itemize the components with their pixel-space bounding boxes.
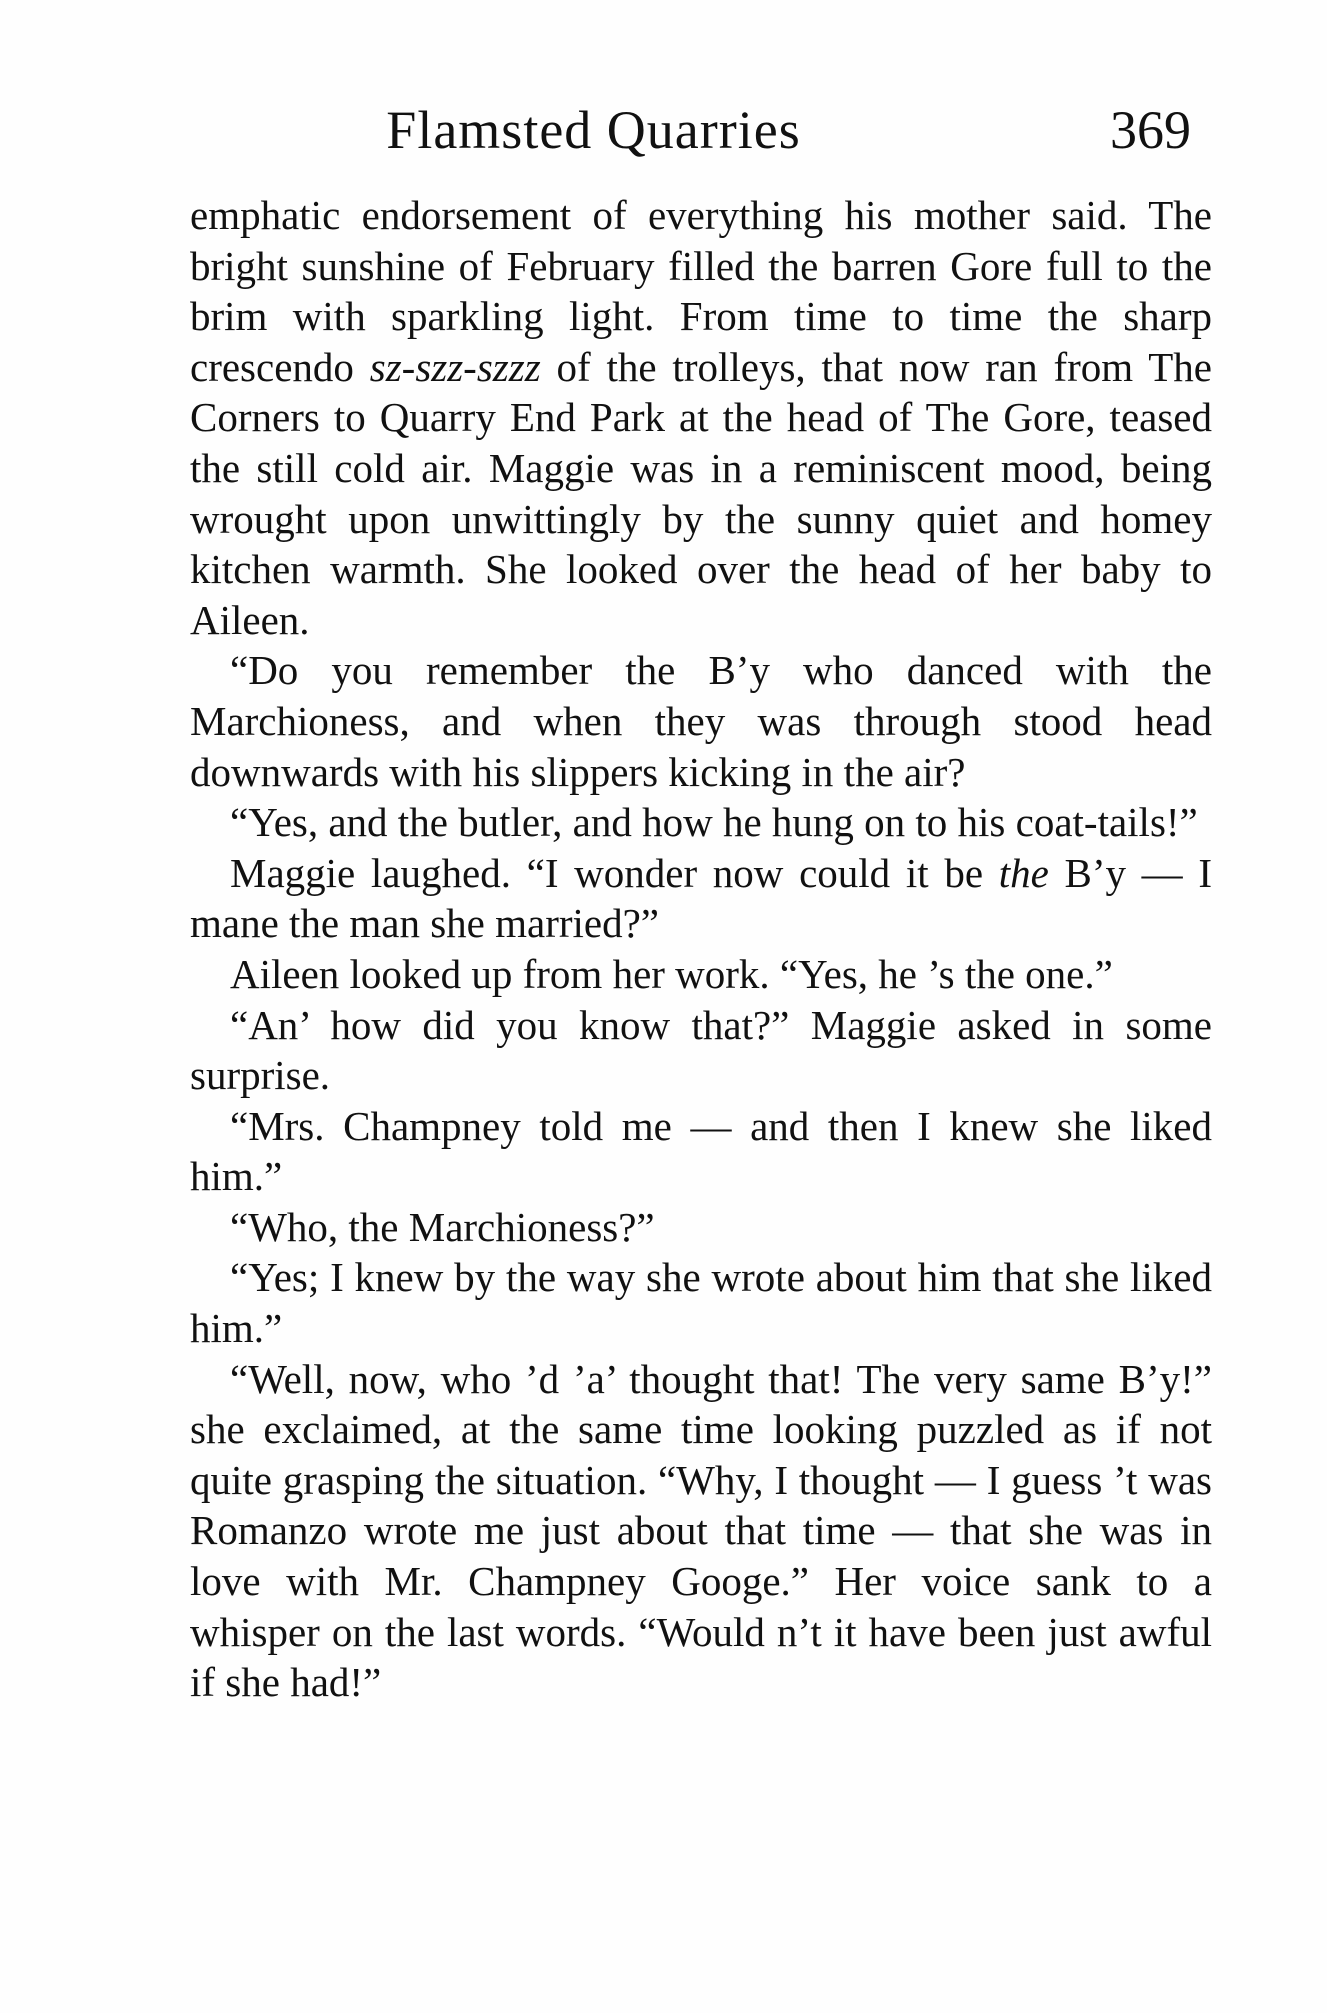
text-segment: “Yes, and the butler, and how he hung on to his coat-tails!” xyxy=(230,799,1198,846)
text-segment: “Yes; I knew by the way she wrote about him that she liked him.” xyxy=(190,1254,1212,1352)
italic-segment: the xyxy=(998,849,1049,896)
paragraph xyxy=(190,1252,1212,1353)
paragraph xyxy=(190,1202,1212,1253)
text-segment: “Well, now, who ’d ’a’ thought that! The very same B’y!” she exclaimed, at the same time looking puzzled as if not quite grasping the situation. “Why, I thought — I guess ’t was Romanzo wrote me just about that time — that she was in love with Mr. Champney Googe.” Her voice sank to a whisper on the last words. “Would n’t it have been just awful if she had!” xyxy=(190,1355,1212,1706)
text-segment: emphatic endorsement of everything his mother said. The bright sunshine of February filled the barren Gore full to the brim with sparkling light. From time to time the sharp crescendo xyxy=(190,192,1212,390)
text-segment: “Mrs. Champney told me — and then I knew she liked him.” xyxy=(190,1102,1212,1200)
paragraph xyxy=(190,848,1212,949)
text-segment: Aileen looked up from her work. “Yes, he ’s the one.” xyxy=(230,950,1113,997)
running-title: Flamsted Quarries xyxy=(386,100,801,160)
paragraph xyxy=(190,1354,1212,1708)
text-segment: of the trolleys, that now ran from The Corners to Quarry End Park at the head of The Gore, teased the still cold air. Maggie was in a reminiscent mood, being wrought upon unwittingly by the sunny quiet and homey kitchen warmth. She looked over the head of her baby to Aileen. xyxy=(190,343,1212,643)
text-segment: Maggie laughed. “I wonder now could it be xyxy=(230,849,999,896)
paragraph xyxy=(190,1101,1212,1202)
italic-segment: sz-szz-szzz xyxy=(369,343,541,390)
body-text xyxy=(190,190,1212,1708)
text-segment: B’y — I mane the man she married?” xyxy=(190,849,1212,947)
text-segment: “Who, the Marchioness?” xyxy=(230,1203,655,1250)
paragraph xyxy=(190,1000,1212,1101)
paragraph xyxy=(190,190,1212,645)
text-segment: “Do you remember the B’y who danced with the Marchioness, and when they was through stood head downwards with his slippers kicking in the air? xyxy=(190,647,1212,795)
paragraph xyxy=(190,797,1212,848)
page-number: 369 xyxy=(1110,100,1191,160)
paragraph xyxy=(190,949,1212,1000)
text-segment: “An’ how did you know that?” Maggie asked in some surprise. xyxy=(190,1001,1212,1099)
paragraph xyxy=(190,645,1212,797)
